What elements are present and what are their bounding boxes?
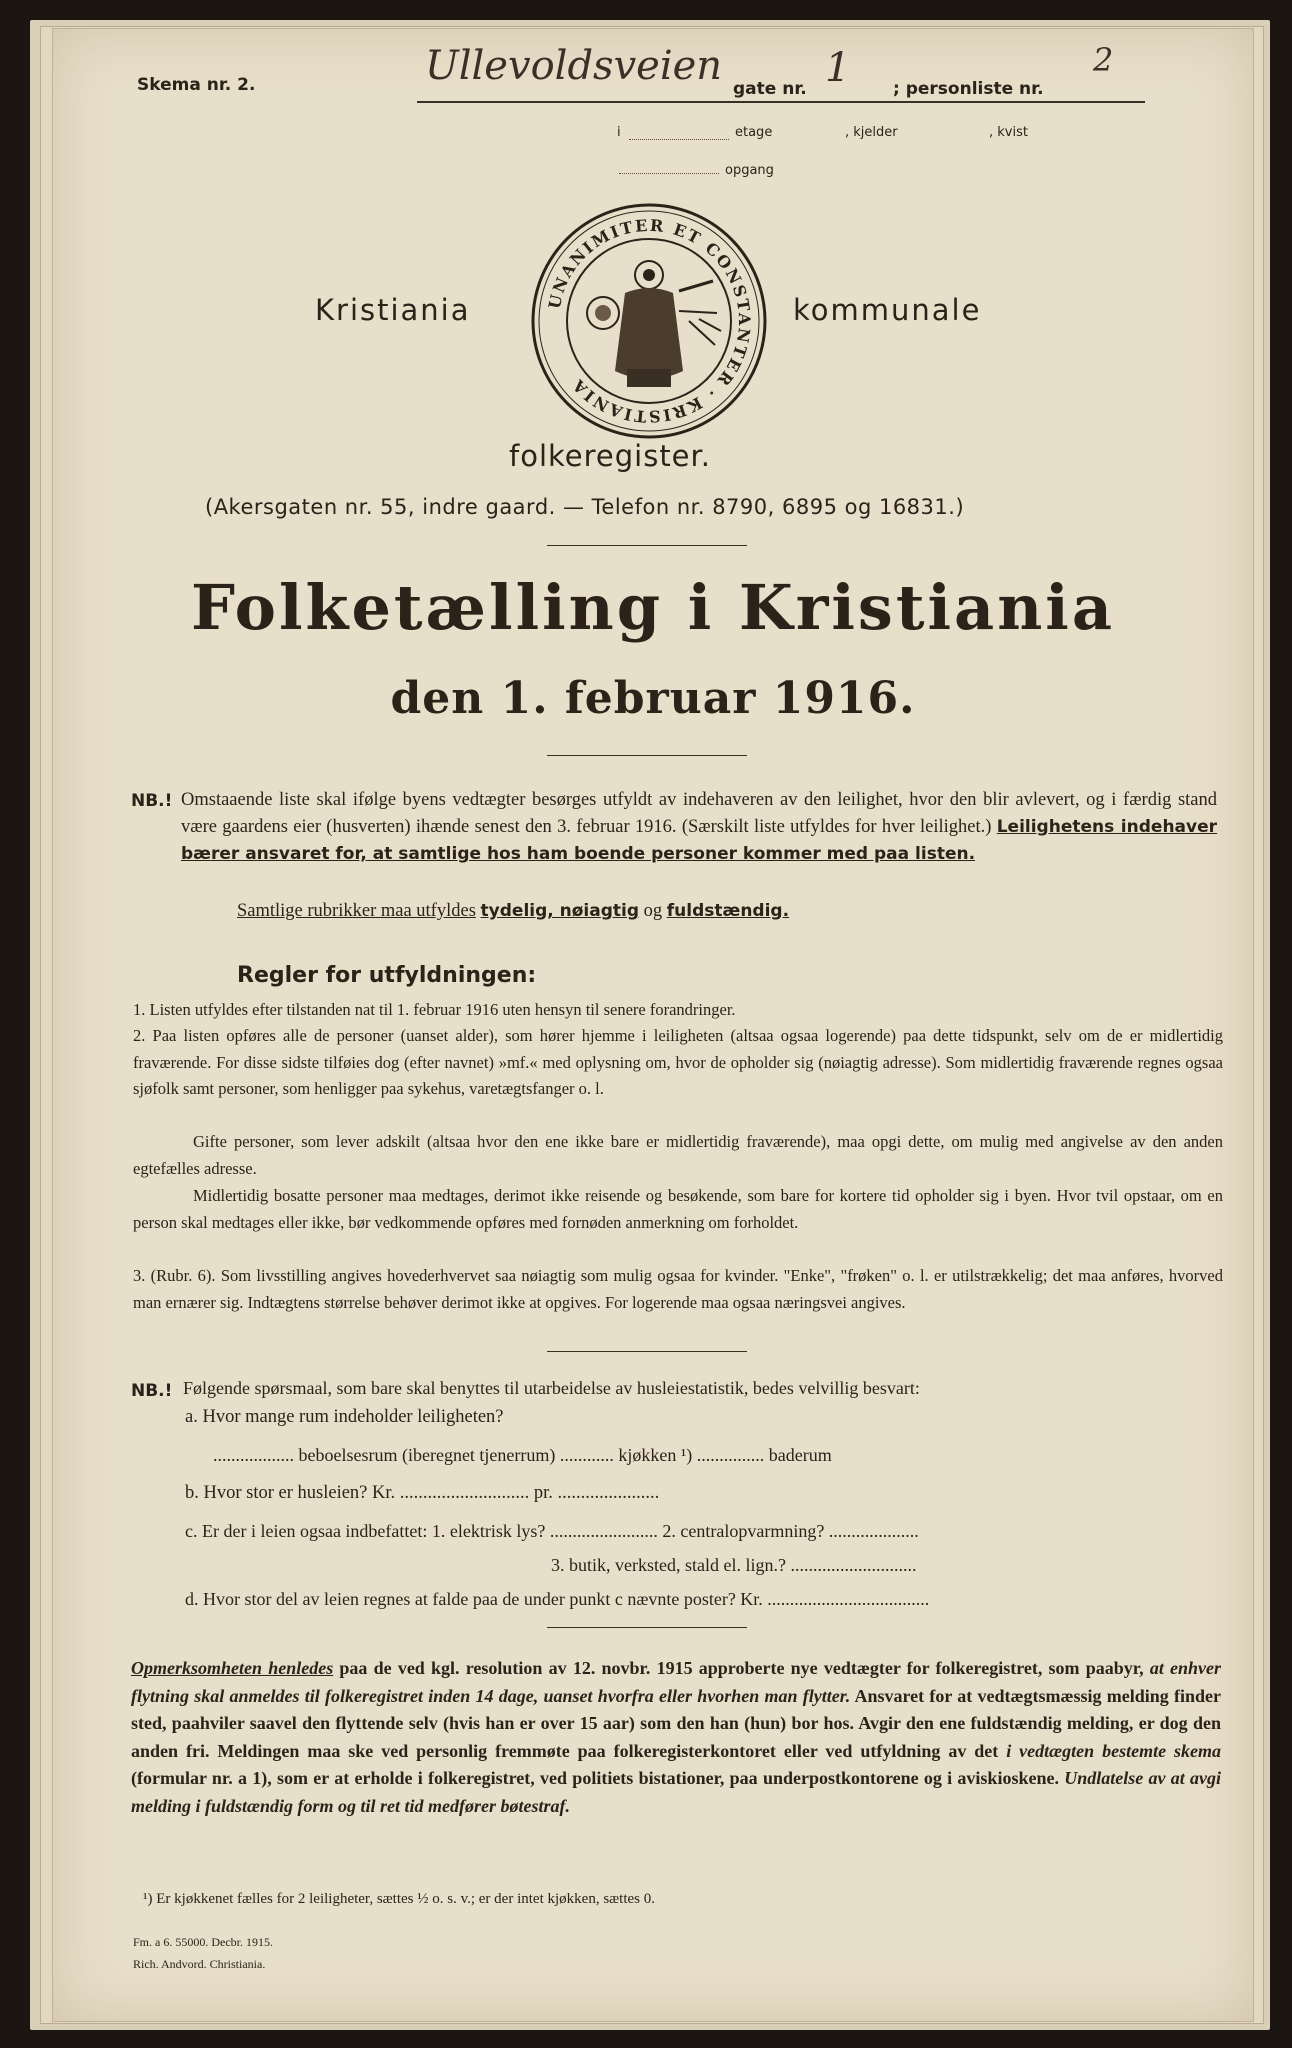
kjelder-label: , kjelder [845,125,898,140]
street-handwritten: Ullevoldsveien [425,43,723,89]
nb-text: Omstaaende liste skal ifølge byens vedtægter besørges utfyldt av indehaveren av den leilighet, hvor den blir avlevert, og i færdig stand være gaardens eier (husverten) ihænde senest den 3. februar 1916. (Særskilt liste utfyldes for hver leilighet.) [181,790,1217,837]
nb2-label: NB.! [131,1381,173,1401]
form-title: Folketælling i Kristiania [190,571,1116,644]
personliste-label: ; personliste nr. [893,79,1044,99]
footnote: ¹) Er kjøkkenet fælles for 2 leiligheter, sættes ½ o. s. v.; er der intet kjøkken, sættes 0. [143,1891,655,1907]
nb-fill-b: tydelig, nøiagtig [480,901,640,921]
nb-fill-d: fuldstændig. [666,901,790,921]
gate-number-handwritten: 1 [825,45,851,91]
kvist-label: , kvist [989,125,1028,140]
form-date: den 1. februar 1916. [390,673,916,724]
notice-italic-3: Undlatelse av at avgi melding i fuldstændig form og til ret tid medfører bøtestraf. [131,1768,1221,1816]
notice-italic-1: at enhver flytning skal anmeldes til folkeregistret inden 14 dage, uanset hvorfra eller hvorhen man flytter. [131,1658,1222,1706]
divider [547,1627,747,1628]
question-a: a. Hvor mange rum indeholder leiligheten? [185,1407,504,1427]
opgang-field[interactable] [619,173,719,174]
divider [547,545,747,546]
personliste-handwritten: 2 [1093,41,1114,79]
question-b[interactable]: b. Hvor stor er husleien? Kr. ............................ pr. ...................... [185,1483,660,1503]
nb-fill-instruction [237,901,789,922]
i-label: i [617,125,621,140]
notice-text-3: (formular nr. a 1), som er at erholde i folkeregistret, ved politiets bistationer, paa underpostkontorene og i aviskioskene. [131,1768,1059,1788]
nb-fill-a: Samtlige rubrikker maa utfyldes [237,901,476,921]
question-a-fields[interactable]: .................. beboelsesrum (iberegnet tjenerrum) ............ kjøkken ¹) ............... baderum [213,1445,832,1465]
question-c[interactable]: c. Er der i leien ogsaa indbefattet: 1. elektrisk lys? ........................ 2. centralopvarmning? .................... [185,1521,919,1541]
etage-field[interactable] [629,139,729,140]
opgang-label: opgang [725,163,774,178]
city-seal-emblem [529,201,769,441]
rule-2-gifte: Gifte personer, som lever adskilt (altsaa hvor den ene ikke bare er midlertidig fraværende), maa opgi dette, om mulig med angivelse av den anden egtefælles adresse. [133,1132,1223,1178]
header-underline [417,101,1145,103]
question-c3[interactable]: 3. butik, verksted, stald el. lign.? ............................ [551,1555,917,1575]
nb-fill-c: og [643,901,663,921]
nb-label: NB.! [131,791,173,811]
imprint-line-1: Fm. a 6. 55000. Decbr. 1915. [133,1935,273,1949]
divider [547,755,747,756]
rule-1: 1. Listen utfyldes efter tilstanden nat til 1. februar 1916 uten hensyn til senere forandringer. [133,1000,736,1019]
notice-italic-2: i vedtægten bestemte skema [1006,1740,1222,1761]
notice-lead: Opmerksomheten henledes [131,1658,334,1678]
nb2-intro: Følgende spørsmaal, som bare skal benyttes til utarbeidelse av husleiestatistik, bedes velvillig besvart: [183,1378,920,1398]
nb-responsibility: Leilighetens indehaver bærer ansvaret for, at samtlige hos ham boende personer kommer med paa listen. [181,817,1218,864]
notice-text-1: paa de ved kgl. resolution av 12. novbr. 1915 approberte nye vedtægter for folkeregistret, som paabyr, [339,1658,1144,1678]
census-form-page [52,28,1254,2022]
etage-label: etage [735,125,773,140]
divider [547,1351,747,1352]
nb-paragraph [181,787,1217,868]
rule-3: 3. (Rubr. 6). Som livsstilling angives hovederhvervet saa nøiagtig som mulig ogsaa for kvinder. "Enke", "frøken" o. l. er utilstrækkelig; det maa anføres, hvorved man ernærer sig. Indtægtens størrelse behøver derimot ikke at opgives. For logerende maa ogsaa næringsvei angives. [133,1266,1223,1312]
folkeregister-label: folkeregister. [509,439,712,473]
rules-heading: Regler for utfyldningen: [237,963,537,988]
gate-label: gate nr. [733,79,807,99]
office-address: (Akersgaten nr. 55, indre gaard. — Telefon nr. 8790, 6895 og 16831.) [205,495,965,519]
rule-2: 2. Paa listen opføres alle de personer (uanset alder), som hører hjemme i leiligheten (altsaa ogsaa logerende) paa dette tidspunkt, selv om de er midlertidig fraværende. For disse sidste tilføies dog (efter navnet) »mf.« med oplysning om, hvor de opholder sig (nøiagtig adresse). Som midlertidig fraværende regnes ogsaa sjøfolk samt personer, som henligger paa sykehus, varetægtsfanger o. l. [133,1026,1223,1098]
rule-2-midlertidig: Midlertidig bosatte personer maa medtages, derimot ikke reisende og besøkende, som bare for kortere tid opholder sig i byen. Hvor tvil opstaar, om en person skal medtages eller ikke, bør vedkommende opføres med fornøden anmerkning om forholdet. [133,1186,1223,1232]
notice-text-2: Ansvaret for at vedtægtsmæssig melding finder sted, paahviler saavel den flyttende selv (hvis han er over 15 aar) som den han (hun) bor hos. Avgir den ene fuldstændig melding, er dog den anden fri. Meldingen maa ske ved personlig fremmøte paa folkeregisterkontoret eller ved utfyldning av det [131,1685,1222,1761]
svg-text:UNANIMITER ET CONSTANTER · KRI: UNANIMITER ET CONSTANTER · KRISTIANIA [544,215,755,427]
office-right: kommunale [793,293,982,327]
skema-number: Skema nr. 2. [137,75,256,95]
notice-paragraph [131,1655,1221,1820]
imprint-line-2: Rich. Andvord. Christiania. [133,1957,266,1971]
office-left: Kristiania [315,293,471,327]
question-d[interactable]: d. Hvor stor del av leien regnes at falde paa de under punkt c nævnte poster? Kr. .................................... [185,1589,930,1609]
